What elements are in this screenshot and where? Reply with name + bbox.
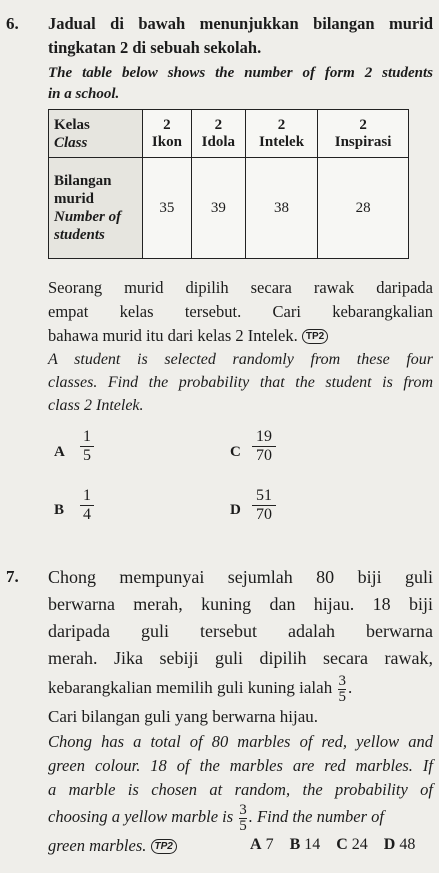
tp2-badge-q6: TP2	[302, 329, 328, 344]
q7-ms-line-5: kebarangkalian memilih guli kuning ialah	[48, 678, 333, 697]
table-cell-count-1: 35	[143, 158, 192, 259]
class-name-1: Ikon	[151, 133, 182, 150]
q7-option-c-value: 24	[351, 836, 368, 853]
q7-ms-line-3: daripada guli tersebut adalah berwarna	[48, 621, 433, 641]
table-head-students	[49, 158, 143, 259]
q7-option-b-letter: B	[289, 836, 301, 853]
q7-option-a[interactable]	[250, 836, 274, 854]
head-number-of: Number of	[54, 209, 122, 225]
option-a-numerator: 1	[83, 428, 91, 445]
option-c-denominator: 70	[256, 447, 272, 464]
option-d-denominator: 70	[256, 506, 272, 523]
class-name-2: Idola	[201, 133, 236, 150]
q7-ms-line-5-wrap	[48, 671, 433, 705]
q7-en-line-4-tail: . Find the number of	[248, 807, 384, 826]
question-7-number: 7.	[6, 567, 19, 586]
option-d-letter: D	[230, 502, 241, 518]
option-d-numerator: 51	[256, 487, 272, 504]
table-cell-count-3: 38	[245, 158, 317, 259]
q6-en-text-3: class 2 Intelek.	[48, 397, 144, 414]
q6-ms-text-3: bahawa murid itu dari kelas 2 Intelek.	[48, 326, 298, 345]
q6-en-line-1: The table below shows the number of form 2 students	[48, 65, 433, 81]
q7-en-fraction-denominator: 5	[239, 817, 247, 834]
q7-ms-period: .	[347, 678, 353, 697]
q7-en-line-6: green marbles.	[48, 836, 147, 855]
q6-ms-text-3-wrap	[48, 326, 433, 346]
q7-ms-fraction-numerator: 3	[338, 672, 346, 689]
q7-option-d-letter: D	[383, 836, 396, 853]
class-form-1: 2	[163, 116, 171, 133]
option-b-fraction[interactable]	[80, 487, 94, 524]
head-murid: murid	[54, 191, 95, 207]
class-form-4: 2	[359, 116, 367, 133]
head-class: Class	[54, 134, 88, 151]
q7-option-c-letter: C	[336, 836, 348, 853]
option-a-denominator: 5	[83, 447, 91, 464]
q7-option-b-value: 14	[304, 836, 321, 853]
q7-options	[250, 836, 415, 854]
q7-en-line-4-wrap	[48, 800, 433, 834]
option-c-letter: C	[230, 444, 241, 460]
q6-en-text-1: A student is selected randomly from these four	[48, 351, 433, 368]
q6-ms-line-2: tingkatan 2 di sebuah sekolah.	[48, 38, 262, 57]
class-name-3: Intelek	[259, 133, 305, 150]
option-a-letter: A	[54, 444, 65, 460]
table-cell-count-2: 39	[191, 158, 245, 259]
option-d-fraction[interactable]	[252, 487, 276, 524]
q7-en-line-4: choosing a yellow marble is	[48, 807, 234, 826]
class-form-2: 2	[214, 116, 223, 133]
table-row-students	[49, 158, 409, 259]
option-a-fraction[interactable]	[80, 428, 94, 465]
q7-option-a-value: 7	[265, 836, 274, 853]
q7-ms-fraction	[338, 674, 346, 705]
q7-en-line-1: Chong has a total of 80 marbles of red, yellow and	[48, 732, 433, 751]
question-6-number: 6.	[6, 14, 19, 33]
q7-en-line-2: green colour. 18 of the marbles are red marbles. If	[48, 756, 433, 775]
option-c-numerator: 19	[256, 428, 272, 445]
q7-ms-line-4: merah. Jika sebiji guli dipilih secara rawak,	[48, 648, 433, 668]
q7-option-b[interactable]	[290, 836, 321, 854]
q6-en-line-2: in a school.	[48, 86, 120, 102]
option-b-numerator: 1	[83, 487, 91, 504]
q6-ms-text-1: Seorang murid dipilih secara rawak daripada	[48, 278, 433, 297]
q7-option-c[interactable]	[336, 836, 368, 854]
table-cell-class-3	[245, 110, 317, 158]
table-row-class	[49, 110, 409, 158]
q7-ms-fraction-denominator: 5	[338, 688, 346, 705]
q6-en-text-2: classes. Find the probability that the student is from	[48, 374, 433, 391]
option-c-fraction[interactable]	[252, 428, 276, 465]
option-b-letter: B	[54, 502, 65, 518]
tp2-badge-q7: TP2	[151, 839, 177, 854]
option-b-denominator: 4	[83, 506, 91, 523]
q7-ms-line-1: Chong mempunyai sejumlah 80 biji guli	[48, 567, 433, 587]
table-head-class	[49, 110, 143, 158]
q7-ms-line-6: Cari bilangan guli yang berwarna hijau.	[48, 707, 319, 726]
q7-en-fraction	[239, 803, 247, 834]
table-cell-count-4: 28	[318, 158, 409, 259]
q6-ms-line-1: Jadual di bawah menunjukkan bilangan murid	[48, 14, 433, 33]
head-bilangan: Bilangan	[54, 173, 112, 189]
class-form-3: 2	[277, 116, 286, 133]
q7-ms-line-2: berwarna merah, kuning dan hijau. 18 biji	[48, 594, 433, 614]
table-cell-class-1	[143, 110, 192, 158]
head-kelas: Kelas	[54, 116, 90, 133]
head-students: students	[54, 227, 105, 243]
q6-ms-text-2: empat kelas tersebut. Cari kebarangkalian	[48, 302, 433, 321]
q7-en-line-3: a marble is chosen at random, the probability of	[48, 780, 433, 799]
class-name-4: Inspirasi	[334, 133, 392, 150]
students-table	[48, 109, 409, 259]
q7-option-a-letter: A	[250, 836, 262, 853]
q7-option-d-value: 48	[399, 836, 416, 853]
table-cell-class-2	[191, 110, 245, 158]
q7-en-fraction-numerator: 3	[239, 801, 247, 818]
q7-option-d[interactable]	[384, 836, 416, 854]
table-cell-class-4	[318, 110, 409, 158]
